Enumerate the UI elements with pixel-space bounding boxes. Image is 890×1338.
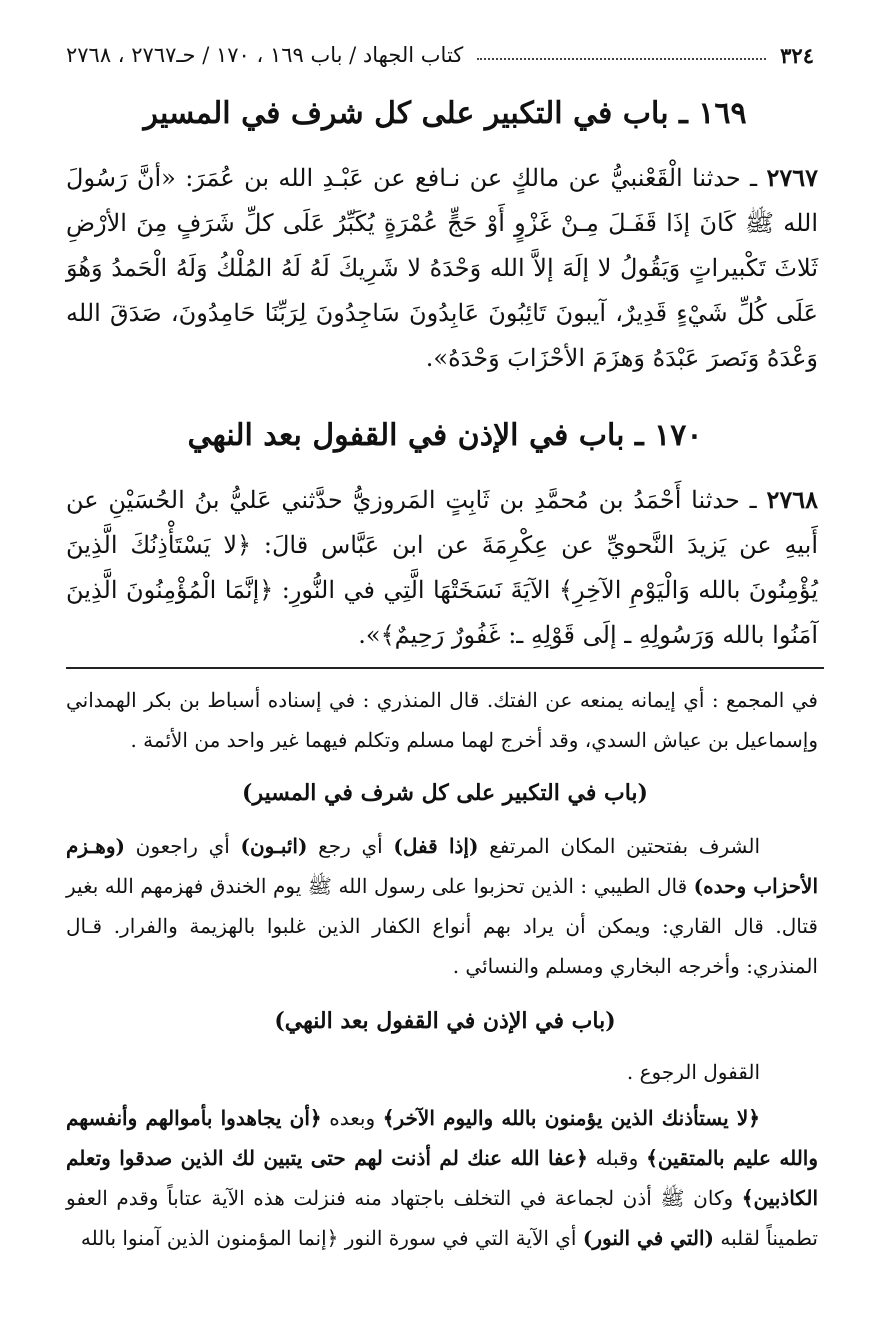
hadith-text: ـ حدثنا أَحْمَدُ بن مُحمَّدِ بن ثَابِتٍ المَروزيُّ حدَّثني عَليُّ بنُ الحُسَيْنِ عن أَبيهِ عن يَزيدَ النَّحويِّ عن عِكْرِمَةَ عن ابن عَبَّاس قالَ: ﴿لا يَسْتَأْذِنُكَ الَّذِينَ يُؤْمِنُونَ بالله وَالْيَوْمِ الآخِرِ﴾ الآيَةَ نَسَخَتْهَا الَّتِي في النُّورِ: ﴿إنَّمَا الْمُؤْمِنُونَ الَّذِينَ آمَنُوا بالله وَرَسُولِهِ ـ إلَى قَوْلِهِ ـ: غَفُورٌ رَحِيمٌ﴾». xyxy=(66,486,818,649)
commentary-heading-169: (باب في التكبير على كل شرف في المسير) xyxy=(242,780,648,806)
commentary-line-qufool: القفول الرجوع . xyxy=(626,1060,760,1084)
commentary-text: وقبله xyxy=(595,1146,639,1170)
commentary-text: الشرف بفتحتين المكان المرتفع xyxy=(489,834,760,858)
commentary-heading-170: (باب في الإذن في القفول بعد النهي) xyxy=(274,1008,616,1034)
commentary-verse: ﴿عفا الله عنك لم أذنت لهم حتى يتبين لك الذين صدقوا وتعلم الكاذبين﴾ xyxy=(66,1146,819,1210)
commentary-verse: ﴿لا يستأذنك الذين يؤمنون بالله واليوم الآخر﴾ xyxy=(382,1106,761,1130)
commentary-intro: في المجمع : أي إيمانه يمنعه عن الفتك. قال المنذري : في إسناده أسباط بن بكر الهمداني وإسماعيل بن عياش السدي، وقد أخرج لهما مسلم وتكلم فيهما غير واحد من الأئمة . xyxy=(66,688,818,752)
commentary-text: وكان ﷺ أذن لجماعة في التخلف باجتهاد منه فنزلت هذه الآية عتاباً وقدم العفو تطميناً لقلبه xyxy=(66,1186,818,1250)
hadith-2767 xyxy=(66,155,818,381)
commentary-text: أي راجعون xyxy=(135,834,230,858)
chapter-169-title: ١٦٩ ـ باب في التكبير على كل شرف في المسير xyxy=(143,96,747,131)
commentary-paragraph-170 xyxy=(66,1098,818,1258)
page-number: ٣٢٤ xyxy=(780,42,814,68)
chapter-170-title: ١٧٠ ـ باب في الإذن في القفول بعد النهي xyxy=(187,418,703,453)
hadith-number: ٢٧٦٧ xyxy=(766,163,818,192)
commentary-verse: ﴿أن يجاهدوا بأموالهم وأنفسهم والله عليم بالمتقين﴾ xyxy=(66,1106,819,1170)
commentary-text: أي الآية التي في سورة النور ﴿إنما المؤمنون الذين آمنوا بالله xyxy=(80,1226,577,1250)
commentary-paragraph-169 xyxy=(66,826,818,986)
commentary-term: (وهـزم الأحزاب وحده) xyxy=(66,834,818,898)
commentary-text: وبعده xyxy=(329,1106,376,1130)
hadith-2768 xyxy=(66,477,818,658)
header-reference: كتاب الجهاد / باب ١٦٩ ، ١٧٠ / حـ٢٧٦٧ ، ٢٧٦٨ xyxy=(66,43,464,67)
header-dot-leader xyxy=(477,58,766,60)
commentary-term: (التي في النور) xyxy=(582,1226,714,1250)
hadith-text: ـ حدثنا الْقَعْنبيُّ عن مالكٍ عن نـافع عن عَبْـدِ الله بن عُمَرَ: «أنَّ رَسُولَ الله ﷺ كَانَ إذَا قَفَـلَ مِـنْ غَزْوٍ أَوْ حَجٍّ عُمْرَةٍ يُكَبِّرُ عَلَى كلِّ شَرَفٍ مِنَ الأرْضِ ثَلاثَ تَكْبيراتٍ وَيَقُولُ لا إلَهَ إلاَّ الله وَحْدَهُ لا شَرِيكَ لَهُ لَهُ المُلْكُ وَلَهُ الْحَمدُ وَهُوَ عَلَى كُلِّ شَيْءٍ قَدِيرٌ، آيبونَ تَائِبُونَ عَابِدُونَ سَاجِدُونَ لِرَبِّنَا حَامِدُونَ، صَدَقَ الله وَعْدَهُ وَنَصرَ عَبْدَهُ وَهزَمَ الأحْزَابَ وَحْدَهُ». xyxy=(66,164,818,372)
commentary-text: أي رجع xyxy=(318,834,383,858)
running-header xyxy=(66,40,814,70)
hadith-number: ٢٧٦٨ xyxy=(766,485,818,514)
footnote-separator xyxy=(66,667,824,669)
commentary-term: (إذا قفل) xyxy=(393,834,479,858)
commentary-term: (ائبـون) xyxy=(240,834,308,858)
commentary-text: قال الطيبي : الذين تحزبوا على رسول الله ﷺ يوم الخندق فهزمهم الله بغير قتال. قال القاري: ويمكن أن يراد بهم أنواع الكفار الذين غلبوا بالهزيمة والفرار. قـال المنذري: وأخرجه البخاري ومسلم والنسائي . xyxy=(66,874,818,978)
